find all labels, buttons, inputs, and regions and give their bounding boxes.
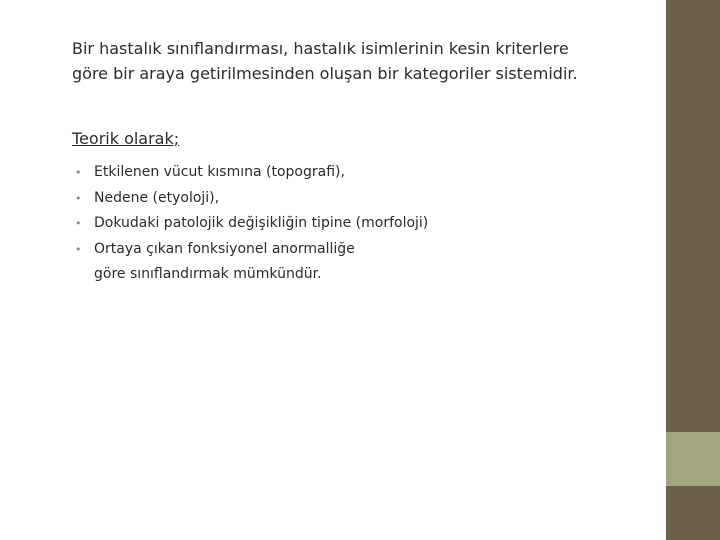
bullet-text: Etkilenen vücut kısmına (topografi), [94,164,345,180]
bullet-icon: • [75,242,82,256]
bullet-item-topografi [72,160,632,186]
bullet-icon: • [75,166,82,179]
decorative-side-block [666,432,720,486]
bullet-icon: • [75,217,82,230]
intro-paragraph [72,36,662,86]
bullet-item-etyoloji [72,186,632,212]
bullet-list [72,160,632,288]
bullet-item-fonksiyonel [72,237,632,288]
intro-line-1: Bir hastalık sınıflandırması, hastalık isimlerinin kesin kriterlere [72,39,569,58]
bullet-icon: • [75,191,82,205]
bullet-item-morfoloji [72,211,632,237]
bullet-text: Nedene (etyoloji), [94,189,220,206]
section-heading: Teorik olarak; [72,129,180,148]
intro-line-2: göre bir araya getirilmesinden oluşan bir kategoriler sistemidir. [72,64,578,83]
bullet-text: Ortaya çıkan fonksiyonel anormalliğe [94,240,355,257]
bullet-continuation: göre sınıflandırmak mümkündür. [94,266,322,282]
bullet-text: Dokudaki patolojik değişikliğin tipine (morfoloji) [94,215,429,231]
